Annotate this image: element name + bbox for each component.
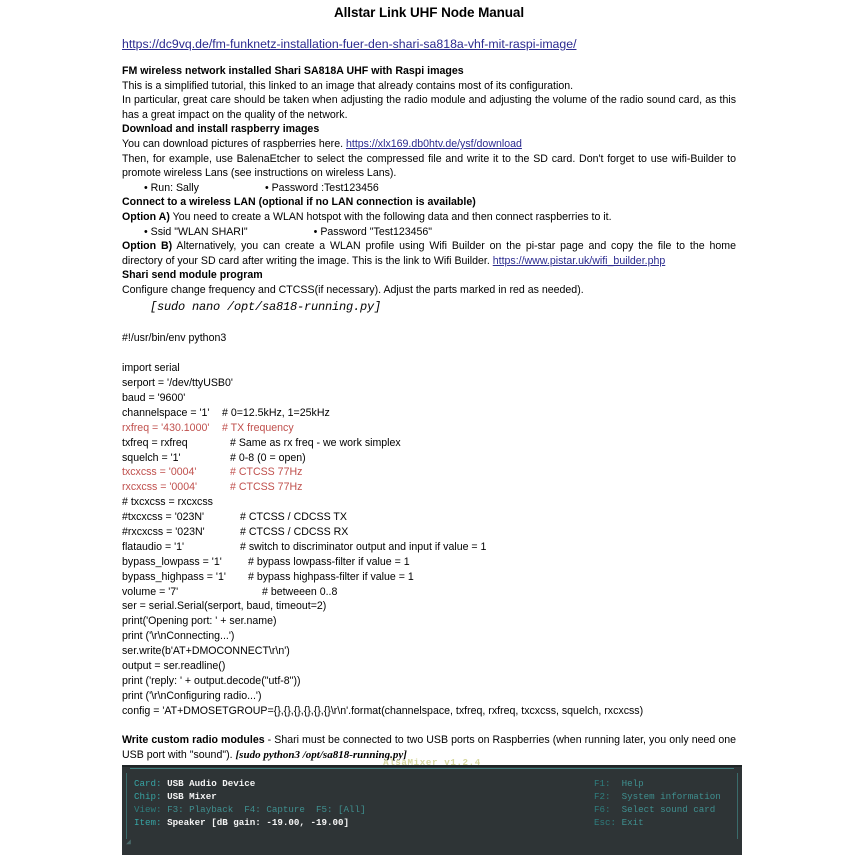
download-heading: Download and install raspberry images — [122, 123, 320, 136]
code-comment: # switch to discriminator output and input if value = 1 — [240, 540, 487, 553]
alsamixer-key-action: Select sound card — [621, 804, 716, 815]
code-statement: channelspace = '1' — [122, 406, 210, 419]
code-statement: flataudio = '1' — [122, 540, 185, 553]
alsamixer-key: F2: — [594, 791, 622, 802]
alsamixer-title: AlsaMixer v1.2.4 — [383, 757, 481, 768]
code-line: output = ser.readline() — [122, 659, 226, 672]
alsamixer-row-label: View: — [134, 804, 168, 815]
alsamixer-key-action: Help — [621, 778, 644, 789]
python-code-block — [122, 331, 736, 718]
code-statement: #rxcxcss = '023N' — [122, 525, 205, 538]
code-statement: squelch = '1' — [122, 451, 181, 464]
code-line — [122, 465, 736, 480]
alsamixer-key: F6: — [594, 804, 622, 815]
alsamixer-border-right — [737, 773, 738, 839]
alsamixer-row-value: Speaker [dB gain: -19.00, -19.00] — [167, 817, 350, 828]
footer-spacer — [122, 719, 736, 734]
bullet-ssid: • Ssid "WLAN SHARI" — [144, 225, 248, 238]
option-a-text: You need to create a WLAN hotspot with the following data and then connect raspberries to it. — [169, 210, 612, 223]
alsamixer-row-value: USB Mixer — [167, 791, 217, 802]
intro-paragraph-2: In particular, great care should be taken when adjusting the radio module and adjusting the volume of the radio sound card, as this has a great impact on the quality of the network. — [122, 94, 736, 121]
code-statement: rxcxcss = '0004' — [122, 481, 197, 494]
wlan-section — [122, 195, 736, 268]
code-comment: # TX frequency — [222, 421, 294, 434]
download-line-1-text: You can download pictures of raspberries here. — [122, 137, 344, 150]
intro-heading: FM wireless network installed Shari SA818A UHF with Raspi images — [122, 65, 464, 77]
alsamixer-info-row — [134, 790, 366, 803]
code-line — [122, 436, 736, 451]
code-line: print('Opening port: ' + ser.name) — [122, 615, 277, 628]
code-line: baud = '9600' — [122, 391, 186, 404]
bullet-wlan-password: • Password "Test123456" — [313, 225, 433, 238]
alsamixer-info-row — [134, 816, 366, 829]
code-line: print ('reply: ' + output.decode("utf-8")) — [122, 674, 301, 687]
code-line: serport = '/dev/ttyUSB0' — [122, 377, 233, 390]
code-line — [122, 346, 736, 361]
code-line: ser.write(b'AT+DMOCONNECT\r\n') — [122, 645, 290, 658]
alsamixer-row-value: F3: Playback F4: Capture F5: [All] — [167, 804, 366, 815]
bullet-run: • Run: Sally — [144, 181, 199, 194]
alsamixer-key-row[interactable] — [594, 803, 721, 816]
alsamixer-info-row — [134, 777, 366, 790]
page-title: Allstar Link UHF Node Manual — [334, 5, 524, 20]
code-comment: # 0=12.5kHz, 1=25kHz — [222, 406, 330, 419]
wifi-builder-link[interactable]: https://www.pistar.uk/wifi_builder.php — [492, 254, 666, 267]
alsamixer-scroll-indicator: ◢ — [126, 838, 131, 847]
write-modules-label: Write custom radio modules — [122, 734, 265, 747]
wlan-heading: Connect to a wireless LAN (optional if no LAN connection is available) — [122, 196, 476, 209]
code-line: print ('\r\nConfiguring radio...') — [122, 689, 262, 702]
source-url-link[interactable]: https://dc9vq.de/fm-funknetz-installation-fuer-den-shari-sa818a-vhf-mit-raspi-image/ — [122, 37, 577, 51]
intro-paragraph-1: This is a simplified tutorial, this linked to an image that already contains most of its configuration. — [122, 79, 574, 92]
code-statement: volume = '7' — [122, 585, 179, 598]
code-comment: # bypass highpass-filter if value = 1 — [248, 570, 414, 583]
alsamixer-key-row[interactable] — [594, 790, 721, 803]
code-line — [122, 480, 736, 495]
alsamixer-key-rows — [594, 777, 721, 829]
code-comment: # CTCSS 77Hz — [230, 466, 303, 479]
alsamixer-border-left — [126, 773, 127, 839]
alsamixer-row-label: Item: — [134, 817, 168, 828]
option-b-label: Option B) — [122, 240, 173, 253]
option-a-label: Option A) — [122, 210, 170, 223]
option-b-line — [122, 239, 736, 268]
alsamixer-info-row — [134, 803, 366, 816]
code-line: # txcxcss = rxcxcss — [122, 496, 213, 509]
alsamixer-title-rule — [130, 768, 734, 769]
code-line — [122, 585, 736, 600]
code-line — [122, 406, 736, 421]
download-line-1 — [122, 137, 736, 152]
code-line: import serial — [122, 362, 180, 375]
wlan-credentials-bullets — [122, 225, 736, 240]
code-comment: # bypass lowpass-filter if value = 1 — [248, 555, 410, 568]
credentials-bullets — [122, 181, 736, 196]
code-line — [122, 525, 736, 540]
alsamixer-key: Esc: — [594, 817, 622, 828]
code-comment: # CTCSS / CDCSS RX — [240, 525, 349, 538]
alsamixer-key-action: Exit — [621, 817, 644, 828]
download-line-2: Then, for example, use BalenaEtcher to select the compressed file and write it to the SD card. Don't forget to use wifi-Builder to promote wireless Lans (see instructions on wireless Lans). — [122, 152, 736, 180]
shari-text: Configure change frequency and CTCSS(if necessary). Adjust the parts marked in red as needed). — [122, 283, 584, 296]
code-line — [122, 510, 736, 525]
alsamixer-key-row[interactable] — [594, 816, 721, 829]
code-comment: # CTCSS / CDCSS TX — [240, 511, 347, 524]
alsamixer-terminal[interactable] — [122, 757, 742, 855]
code-line: print ('\r\nConnecting...') — [122, 630, 235, 643]
code-spacer — [122, 317, 736, 332]
shari-nano-command: [sudo nano /opt/sa818-running.py] — [150, 299, 382, 314]
option-a-line — [122, 210, 736, 225]
code-line — [122, 540, 736, 555]
shari-section — [122, 268, 736, 316]
code-statement: bypass_highpass = '1' — [122, 570, 226, 583]
alsamixer-key: F1: — [594, 778, 622, 789]
raspberry-image-download-link[interactable]: https://xlx169.db0htv.de/ysf/download — [346, 137, 522, 150]
code-line: ser = serial.Serial(serport, baud, timeout=2) — [122, 600, 327, 613]
alsamixer-key-action: System information — [621, 791, 721, 802]
document-content — [122, 0, 736, 777]
alsamixer-row-label: Card: — [134, 778, 168, 789]
code-comment: # 0-8 (0 = open) — [230, 451, 306, 464]
code-statement: txfreq = rxfreq — [122, 436, 188, 449]
shari-heading: Shari send module program — [122, 269, 263, 282]
bullet-password: • Password :Test123456 — [264, 181, 379, 194]
code-statement: bypass_lowpass = '1' — [122, 555, 222, 568]
alsamixer-row-value: USB Audio Device — [167, 778, 256, 789]
code-statement: txcxcss = '0004' — [122, 466, 197, 479]
code-line — [122, 451, 736, 466]
download-section — [122, 122, 736, 195]
alsamixer-row-label: Chip: — [134, 791, 168, 802]
code-comment: # CTCSS 77Hz — [230, 481, 303, 494]
code-line — [122, 555, 736, 570]
write-modules-text: - Shari must be connected to two USB ports on Raspberries (when running later, you only need one USB port with "sound"). — [122, 734, 736, 762]
run-script-command: [sudo python3 /opt/sa818-running.py] — [235, 749, 407, 762]
code-line — [122, 570, 736, 585]
alsamixer-key-row[interactable] — [594, 777, 721, 790]
code-line — [122, 421, 736, 436]
option-b-text: Alternatively, you can create a WLAN profile using Wifi Builder on the pi-star page and copy the file to the home directory of your SD card after writing the image. This is the link to Wifi Builder. — [122, 240, 736, 267]
intro-section — [122, 64, 736, 122]
code-comment: # betweeen 0..8 — [262, 585, 338, 598]
code-line: config = 'AT+DMOSETGROUP={},{},{},{},{},{}\r\n'.format(channelspace, txfreq, rxfreq, txcxcss, squelch, rxcxcss) — [122, 704, 644, 717]
code-line: #!/usr/bin/env python3 — [122, 332, 227, 345]
source-url-line — [122, 37, 736, 51]
code-statement: #txcxcss = '023N' — [122, 511, 205, 524]
code-statement: rxfreq = '430.1000' — [122, 421, 210, 434]
alsamixer-info-rows — [134, 777, 366, 829]
code-comment: # Same as rx freq - we work simplex — [230, 436, 401, 449]
